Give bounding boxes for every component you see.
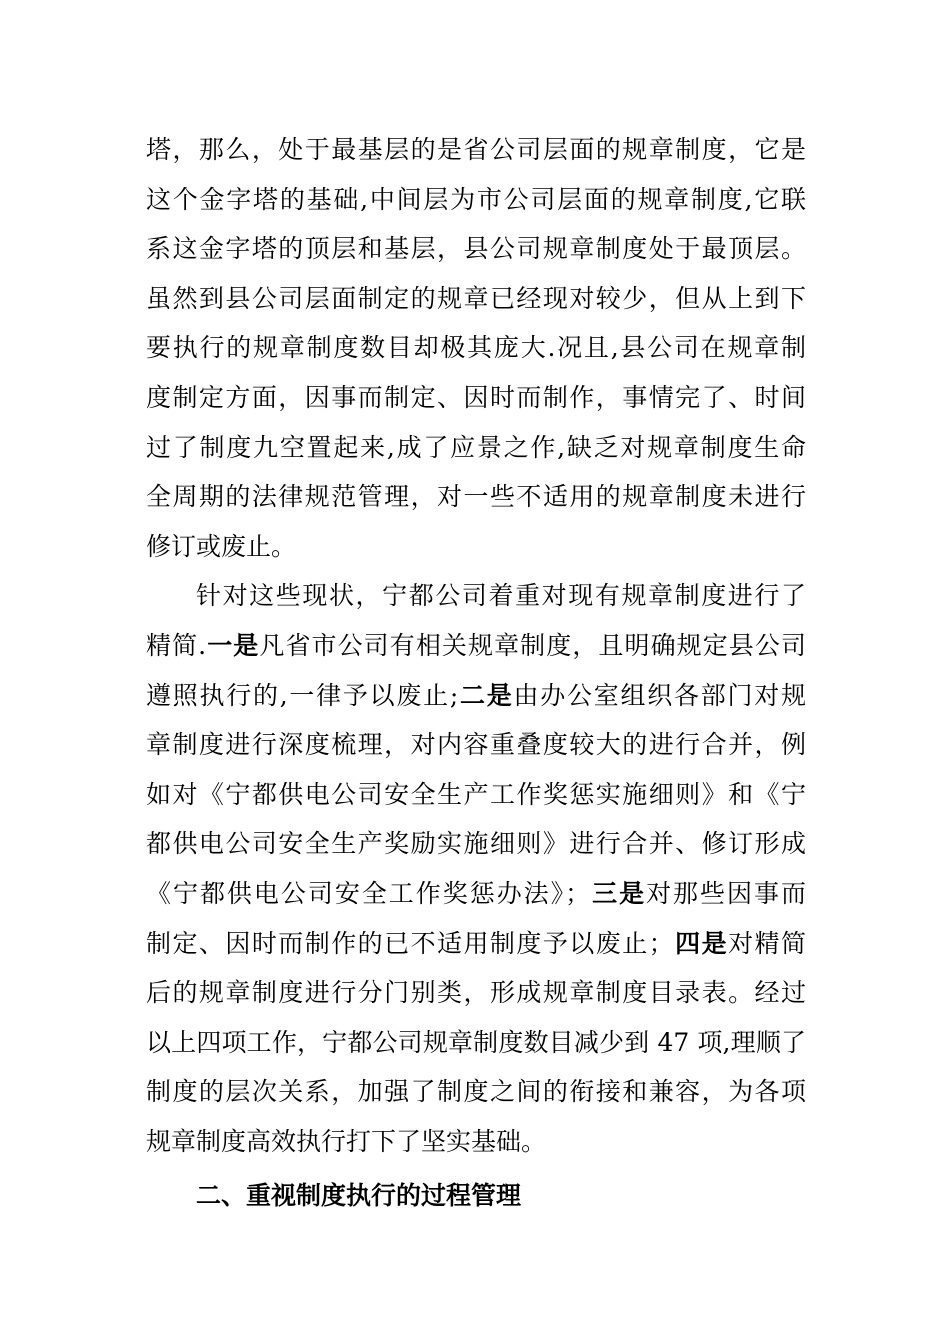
text-run: 制定、因时而制作的已不适用制度予以废止； [146, 929, 674, 958]
text-line: 制度的层次关系，加强了制度之间的衔接和兼容，为各项 [146, 1077, 806, 1106]
text-line: 塔，那么，处于最基层的是省公司层面的规章制度，它是 [146, 135, 806, 164]
bold-marker: 一是 [206, 631, 260, 660]
text-line: 要执行的规章制度数目却极其庞大.况且,县公司在规章制 [146, 333, 806, 362]
text-line: 过了制度九空置起来,成了应景之作,缺乏对规章制度生命 [146, 433, 806, 462]
text-line: 规章制度高效执行打下了坚实基础。 [146, 1127, 547, 1156]
text-run: 精简. [146, 631, 207, 660]
text-line: 系这金字塔的顶层和基层，县公司规章制度处于最顶层。 [146, 234, 806, 263]
text-line [146, 676, 806, 716]
text-run: 由办公室组织各部门对规 [513, 681, 806, 710]
text-line: 以上四项工作，宁都公司规章制度数目减少到 47 项,理顺了 [146, 1028, 806, 1057]
bold-marker: 二是 [458, 681, 514, 710]
text-run: 遵照执行的,一律予以废止; [146, 681, 459, 710]
text-line: 后的规章制度进行分门别类，形成规章制度目录表。经过 [146, 978, 806, 1007]
text-run: 凡省市公司有相关规章制度，且明确规定县公司 [259, 631, 806, 660]
text-line: 全周期的法律规范管理，对一些不适用的规章制度未进行 [146, 482, 806, 511]
text-line: 针对这些现状，宁都公司着重对现有规章制度进行了 [196, 581, 806, 610]
text-line: 都供电公司安全生产奖励实施细则》进行合并、修订形成 [146, 829, 806, 858]
bold-marker: 四是 [673, 929, 729, 958]
text-line: 这个金字塔的基础,中间层为市公司层面的规章制度,它联 [146, 185, 806, 214]
text-line: 章制度进行深度梳理，对内容重叠度较大的进行合并，例 [146, 730, 806, 759]
text-line: 虽然到县公司层面制定的规章已经现对较少，但从上到下 [146, 284, 806, 313]
text-run: 对精简 [728, 929, 806, 958]
text-line [146, 626, 806, 666]
text-line: 度制定方面，因事而制定、因时而制作，事情完了、时间 [146, 383, 806, 412]
text-run: 对那些因事而 [646, 879, 806, 908]
bold-marker: 三是 [590, 879, 647, 908]
text-line [146, 874, 806, 914]
text-run: 《宁都供电公司安全工作奖惩办法》； [146, 879, 591, 908]
section-heading: 二、重视制度执行的过程管理 [196, 1181, 522, 1210]
text-line [146, 924, 806, 964]
text-line: 修订或废止。 [146, 532, 297, 561]
text-line: 如对《宁都供电公司安全生产工作奖惩实施细则》和《宁 [146, 780, 806, 809]
